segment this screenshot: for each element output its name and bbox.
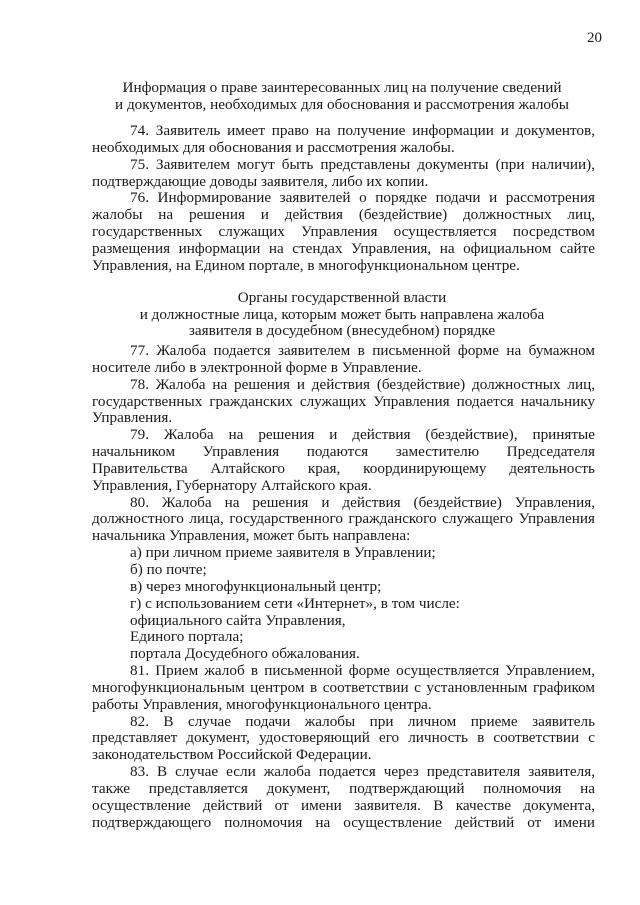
heading-line: заявителя в досудебном (внесудебном) порядке <box>188 322 496 339</box>
heading-line: и должностные лица, которым может быть направлена жалоба <box>139 305 545 323</box>
section-heading-authorities <box>92 290 592 340</box>
heading-line: Органы государственной власти <box>237 289 447 306</box>
list-subitem-pretrial-portal: портала Досудебного обжалования. <box>130 645 360 663</box>
list-subitem-single-portal: Единого портала; <box>130 628 244 646</box>
heading-line: и документов, необходимых для обоснования и рассмотрения жалобы <box>115 95 569 113</box>
list-item-a: а) при личном приеме заявителя в Управлении; <box>130 544 436 562</box>
paragraph-80: 80. Жалоба на решения и действия (бездействие) Управления, должностного лица, государственного гражданского служащего Управления начальника Управления, может быть направлена: <box>92 493 595 545</box>
page-number: 20 <box>587 30 602 46</box>
list-item-v: в) через многофункциональный центр; <box>130 577 382 595</box>
paragraph-77: 77. Жалоба подается заявителем в письменной форме на бумажном носителе либо в электронной форме в Управление. <box>92 342 595 376</box>
section-body-authorities <box>92 343 595 831</box>
paragraph-81: 81. Прием жалоб в письменной форме осуществляется Управлением, многофункциональным центром в соответствии с установленным графиком работы Управления, многофункционального центра. <box>92 662 595 713</box>
paragraph-82: 82. В случае подачи жалобы при личном приеме заявитель представляет документ, удостоверяющий его личность в соответствии с законодательством Российской Федерации. <box>92 712 595 764</box>
list-subitem-official-site: официального сайта Управления, <box>130 611 346 629</box>
list-item-g: г) с использованием сети «Интернет», в том числе: <box>130 594 460 612</box>
heading-line: Информация о праве заинтересованных лиц на получение сведений <box>122 79 562 96</box>
paragraph-76: 76. Информирование заявителей о порядке подачи и рассмотрения жалобы на решения и действия (бездействие) должностных лиц, государственных служащих Управления осуществляется посредством размещения информации на стендах Управления, на официальном сайте Управления, на Едином портале, в многофункциональном центре. <box>92 189 595 274</box>
list-item-b: б) по почте; <box>130 560 207 578</box>
paragraph-75: 75. Заявителем могут быть представлены документы (при наличии), подтверждающие доводы заявителя, либо их копии. <box>92 155 595 190</box>
paragraph-78: 78. Жалоба на решения и действия (бездействие) должностных лиц, государственных гражданских служащих Управления подается начальнику Управления. <box>92 375 595 427</box>
section-body-information-rights <box>92 123 595 275</box>
paragraph-83: 83. В случае если жалоба подается через представителя заявителя, также представляется документ, подтверждающий полномочия на осуществление действий от имени заявителя. В качестве документа, подтверждающего полномочия на осуществление действий от имени <box>92 763 595 831</box>
section-heading-information-rights <box>92 80 592 113</box>
paragraph-79: 79. Жалоба на решения и действия (бездействие), принятые начальником Управления подаются заместителю Председателя Правительства Алтайского края, координирующему деятельность Управления, Губернатору Алтайского края. <box>92 426 595 494</box>
paragraph-74: 74. Заявитель имеет право на получение информации и документов, необходимых для обоснования и рассмотрения жалобы. <box>92 122 595 156</box>
